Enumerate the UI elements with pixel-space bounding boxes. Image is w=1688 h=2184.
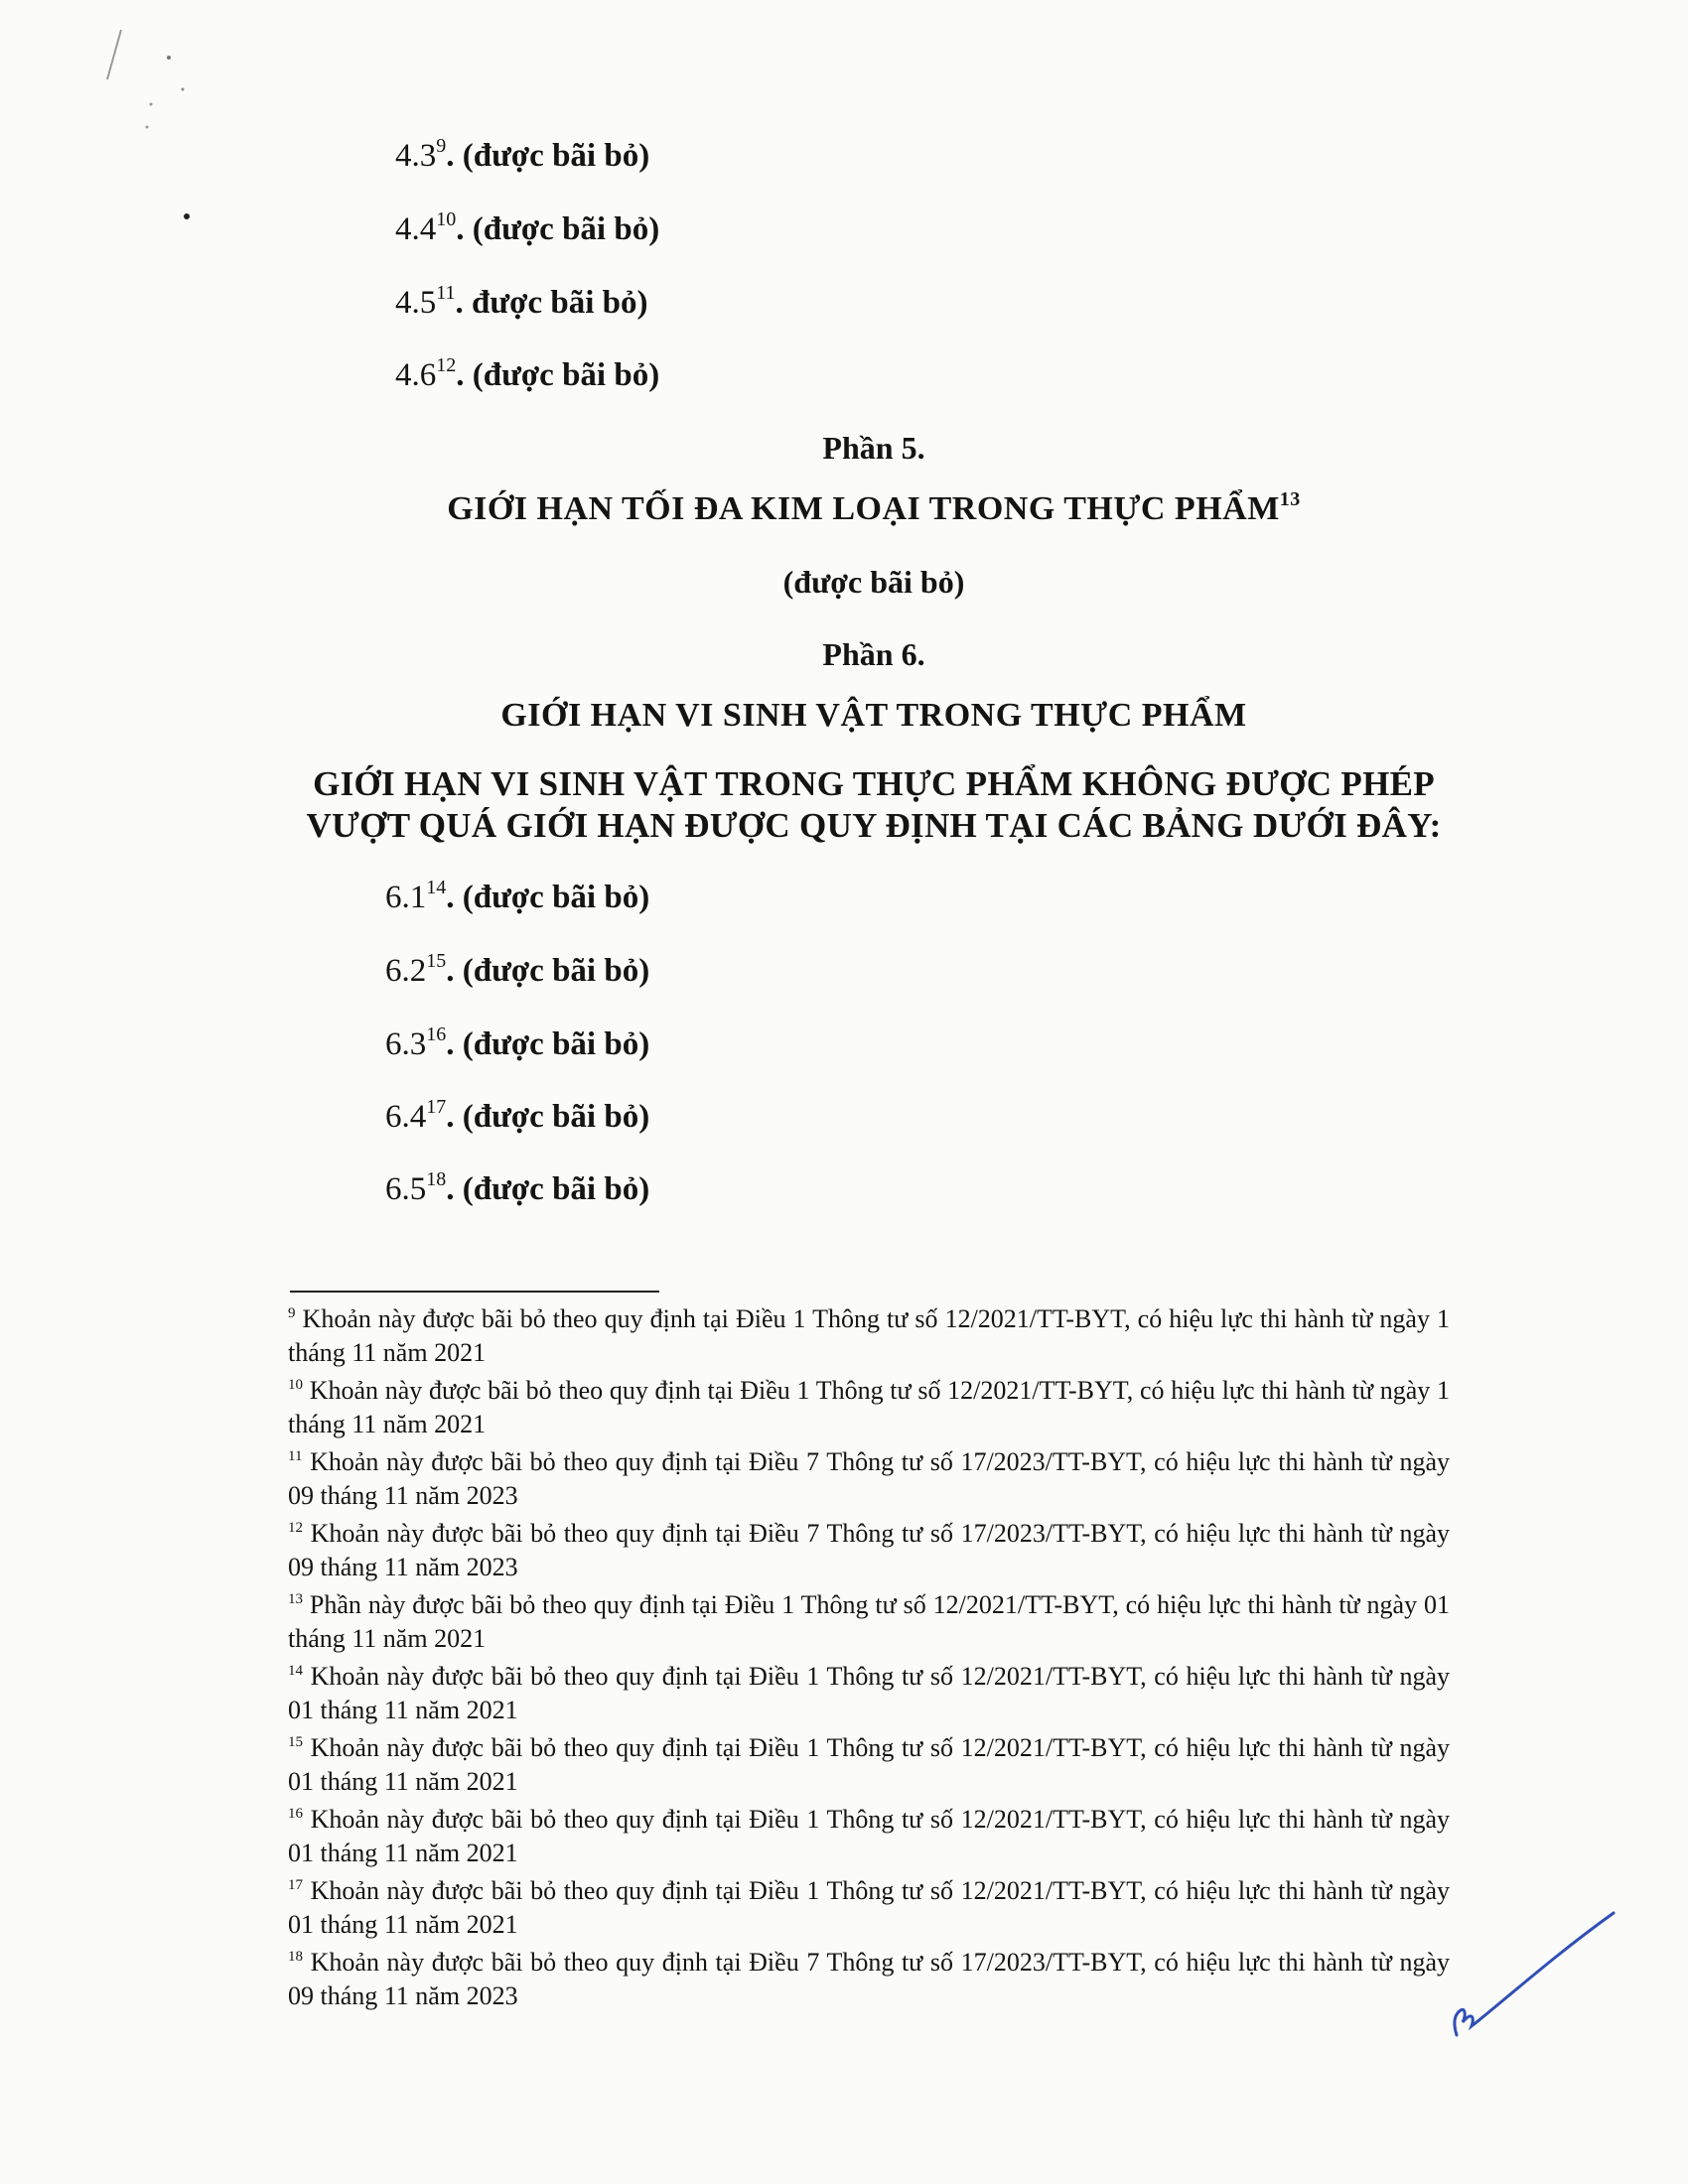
footnote: $^{18}$ Khoản này được bãi bỏ theo quy định tại Điều 7 Thông tư số 17/2023/TT-BYT, có hiệu lực thi hành từ ngày 09 tháng 11 năm 2023 xyxy=(288,1948,1451,2010)
part6-heading: Phần 6. xyxy=(822,636,925,672)
signature-mark-icon xyxy=(1445,1911,1618,2040)
footnote: $^{12}$ Khoản này được bãi bỏ theo quy định tại Điều 7 Thông tư số 17/2023/TT-BYT, có hiệu lực thi hành từ ngày 09 tháng 11 năm 2023 xyxy=(288,1519,1451,1581)
footnote: $^{15}$ Khoản này được bãi bỏ theo quy định tại Điều 1 Thông tư số 12/2021/TT-BYT, có hiệu lực thi hành từ ngày 01 tháng 11 năm 2021 xyxy=(288,1733,1451,1796)
footnote: $^{16}$ Khoản này được bãi bỏ theo quy định tại Điều 1 Thông tư số 12/2021/TT-BYT, có hiệu lực thi hành từ ngày 01 tháng 11 năm 2021 xyxy=(288,1805,1451,1867)
item-6-1: $6.1^{14}$. (được bãi bỏ) xyxy=(385,877,650,915)
item-4-5: $4.5^{11}$. được bãi bỏ) xyxy=(395,282,648,321)
part5-title: GIỚI HẠN TỐI ĐA KIM LOẠI TRONG THỰC PHẨM$^{13}$ xyxy=(447,488,1301,527)
item-6-5: $6.5^{18}$. (được bãi bỏ) xyxy=(385,1168,650,1207)
footnote: $^{14}$ Khoản này được bãi bỏ theo quy định tại Điều 1 Thông tư số 12/2021/TT-BYT, có hiệu lực thi hành từ ngày 01 tháng 11 năm 2021 xyxy=(288,1662,1451,1724)
footnote: $^9$ Khoản này được bãi bỏ theo quy định tại Điều 1 Thông tư số 12/2021/TT-BYT, có hiệu lực thi hành từ ngày 1 tháng 11 năm 2021 xyxy=(288,1304,1450,1367)
part5-title-footnote-ref: 13 xyxy=(1279,488,1301,510)
footnotes xyxy=(288,1302,1450,2017)
item-4-6: $4.6^{12}$. (được bãi bỏ) xyxy=(395,354,660,393)
part5-status: (được bãi bỏ) xyxy=(782,564,965,600)
footnote: $^{11}$ Khoản này được bãi bỏ theo quy định tại Điều 7 Thông tư số 17/2023/TT-BYT, có hiệu lực thi hành từ ngày 09 tháng 11 năm 2023 xyxy=(288,1447,1451,1510)
part6-subtitle-line1: GIỚI HẠN VI SINH VẬT TRONG THỰC PHẨM KHÔNG ĐƯỢC PHÉP xyxy=(313,764,1435,803)
footnote: $^{17}$ Khoản này được bãi bỏ theo quy định tại Điều 1 Thông tư số 12/2021/TT-BYT, có hiệu lực thi hành từ ngày 01 tháng 11 năm 2021 xyxy=(288,1876,1451,1939)
item-6-3: $6.3^{16}$. (được bãi bỏ) xyxy=(385,1024,650,1062)
part6-subtitle-line2: VƯỢT QUÁ GIỚI HẠN ĐƯỢC QUY ĐỊNH TẠI CÁC BẢNG DƯỚI ĐÂY: xyxy=(306,806,1442,845)
item-6-2: $6.2^{15}$. (được bãi bỏ) xyxy=(385,950,650,989)
footnote: $^{10}$ Khoản này được bãi bỏ theo quy định tại Điều 1 Thông tư số 12/2021/TT-BYT, có hiệu lực thi hành từ ngày 1 tháng 11 năm 2021 xyxy=(288,1376,1451,1438)
part6-title: GIỚI HẠN VI SINH VẬT TRONG THỰC PHẨM xyxy=(500,697,1247,734)
footnote-separator xyxy=(290,1291,659,1293)
scan-specks xyxy=(60,20,218,238)
footnote: $^{13}$ Phần này được bãi bỏ theo quy định tại Điều 1 Thông tư số 12/2021/TT-BYT, có hiệu lực thi hành từ ngày 01 tháng 11 năm 2021 xyxy=(288,1590,1451,1653)
item-4-3: $4.3^9$. (được bãi bỏ) xyxy=(395,135,650,174)
part5-heading: Phần 5. xyxy=(822,430,925,466)
item-6-4: $6.4^{17}$. (được bãi bỏ) xyxy=(385,1096,650,1135)
item-4-4: $4.4^{10}$. (được bãi bỏ) xyxy=(395,208,660,247)
